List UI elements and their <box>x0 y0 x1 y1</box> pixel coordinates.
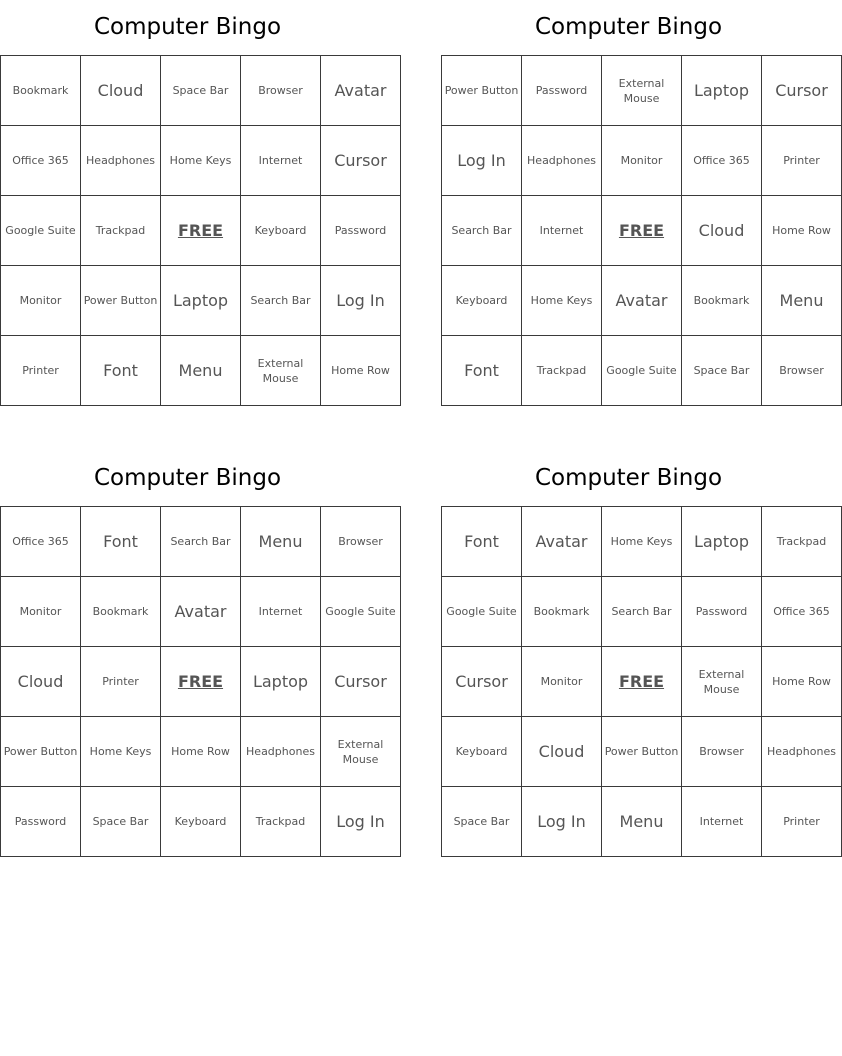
bingo-cell: Printer <box>81 647 161 717</box>
bingo-cell: Monitor <box>602 126 682 196</box>
bingo-cell: Laptop <box>241 647 321 717</box>
bingo-cell: Home Row <box>161 717 241 787</box>
bingo-cell: Internet <box>522 196 602 266</box>
grid-row <box>442 787 842 857</box>
bingo-cell: Log In <box>522 787 602 857</box>
bingo-cell: External Mouse <box>602 56 682 126</box>
bingo-cell: Google Suite <box>602 336 682 406</box>
bingo-cell: Avatar <box>161 577 241 647</box>
bingo-cell: Browser <box>682 717 762 787</box>
grid-row <box>442 56 842 126</box>
bingo-cell: Trackpad <box>762 507 842 577</box>
bingo-cell: Space Bar <box>81 787 161 857</box>
bingo-cell: Avatar <box>321 56 401 126</box>
bingo-grid <box>0 506 401 857</box>
bingo-cell: Keyboard <box>161 787 241 857</box>
bingo-cell: Avatar <box>522 507 602 577</box>
grid-row <box>1 56 401 126</box>
bingo-cell: Office 365 <box>1 507 81 577</box>
bingo-cell: Google Suite <box>321 577 401 647</box>
grid-row <box>442 507 842 577</box>
bingo-grid <box>441 506 842 857</box>
bingo-cell: Laptop <box>682 56 762 126</box>
grid-row <box>442 577 842 647</box>
bingo-cell: Search Bar <box>161 507 241 577</box>
bingo-cell: Power Button <box>1 717 81 787</box>
bingo-cell: Keyboard <box>241 196 321 266</box>
bingo-cell: External Mouse <box>321 717 401 787</box>
bingo-cell: Printer <box>1 336 81 406</box>
bingo-cell: Search Bar <box>241 266 321 336</box>
grid-row <box>442 266 842 336</box>
bingo-cell: Cursor <box>762 56 842 126</box>
bingo-cell: Menu <box>762 266 842 336</box>
free-cell: FREE <box>602 196 682 266</box>
bingo-cell: External Mouse <box>682 647 762 717</box>
bingo-cell: Log In <box>321 266 401 336</box>
bingo-cell: Power Button <box>442 56 522 126</box>
card-title: Computer Bingo <box>93 465 282 491</box>
bingo-cell: Avatar <box>602 266 682 336</box>
card-title: Computer Bingo <box>534 14 723 40</box>
bingo-cell: Cloud <box>682 196 762 266</box>
bingo-cell: Internet <box>241 126 321 196</box>
bingo-cell: Cursor <box>321 126 401 196</box>
bingo-cell: Browser <box>762 336 842 406</box>
bingo-cell: Bookmark <box>1 56 81 126</box>
bingo-cell: Home Row <box>762 647 842 717</box>
bingo-cell: Laptop <box>682 507 762 577</box>
bingo-cell: Printer <box>762 126 842 196</box>
bingo-cell: Monitor <box>522 647 602 717</box>
bingo-cell: Cloud <box>1 647 81 717</box>
bingo-cell: Monitor <box>1 266 81 336</box>
grid-row <box>442 196 842 266</box>
bingo-cell: Browser <box>321 507 401 577</box>
grid-row <box>1 336 401 406</box>
bingo-cell: Office 365 <box>682 126 762 196</box>
bingo-cell: Bookmark <box>522 577 602 647</box>
bingo-cell: Google Suite <box>442 577 522 647</box>
bingo-cell: Internet <box>682 787 762 857</box>
bingo-cell: Browser <box>241 56 321 126</box>
bingo-cell: Password <box>321 196 401 266</box>
grid-row <box>442 717 842 787</box>
bingo-cell: Menu <box>602 787 682 857</box>
bingo-cell: Bookmark <box>81 577 161 647</box>
bingo-cell: Cursor <box>321 647 401 717</box>
bingo-cell: Office 365 <box>762 577 842 647</box>
grid-row <box>442 336 842 406</box>
bingo-grid <box>0 55 401 406</box>
bingo-cell: Font <box>81 336 161 406</box>
grid-row <box>1 787 401 857</box>
bingo-cell: Printer <box>762 787 842 857</box>
bingo-cell: Home Keys <box>522 266 602 336</box>
bingo-cell: Power Button <box>602 717 682 787</box>
free-cell: FREE <box>161 196 241 266</box>
grid-row <box>442 126 842 196</box>
bingo-cell: Google Suite <box>1 196 81 266</box>
bingo-cell: Trackpad <box>241 787 321 857</box>
bingo-cell: Headphones <box>762 717 842 787</box>
bingo-cell: Password <box>682 577 762 647</box>
bingo-cell: Monitor <box>1 577 81 647</box>
grid-row <box>1 196 401 266</box>
bingo-cell: Internet <box>241 577 321 647</box>
free-cell: FREE <box>161 647 241 717</box>
bingo-cell: Headphones <box>81 126 161 196</box>
bingo-cell: Search Bar <box>442 196 522 266</box>
grid-row <box>1 717 401 787</box>
card-title: Computer Bingo <box>93 14 282 40</box>
bingo-cell: Bookmark <box>682 266 762 336</box>
bingo-cell: Password <box>1 787 81 857</box>
grid-row <box>442 647 842 717</box>
bingo-cell: Menu <box>241 507 321 577</box>
bingo-cell: Password <box>522 56 602 126</box>
bingo-cell: Space Bar <box>442 787 522 857</box>
bingo-cell: Log In <box>321 787 401 857</box>
bingo-cell: Keyboard <box>442 717 522 787</box>
bingo-cell: Trackpad <box>522 336 602 406</box>
bingo-cell: Home Row <box>321 336 401 406</box>
bingo-cell: Headphones <box>241 717 321 787</box>
bingo-cell: Search Bar <box>602 577 682 647</box>
grid-row <box>1 507 401 577</box>
bingo-cell: Space Bar <box>682 336 762 406</box>
bingo-cell: Laptop <box>161 266 241 336</box>
free-cell: FREE <box>602 647 682 717</box>
bingo-cell: Headphones <box>522 126 602 196</box>
bingo-cell: Home Keys <box>81 717 161 787</box>
grid-row <box>1 647 401 717</box>
bingo-cell: Font <box>81 507 161 577</box>
bingo-cell: External Mouse <box>241 336 321 406</box>
bingo-cell: Font <box>442 336 522 406</box>
bingo-cell: Home Keys <box>602 507 682 577</box>
card-title: Computer Bingo <box>534 465 723 491</box>
bingo-cell: Cloud <box>522 717 602 787</box>
bingo-cell: Log In <box>442 126 522 196</box>
grid-row <box>1 126 401 196</box>
bingo-cell: Cloud <box>81 56 161 126</box>
bingo-cell: Office 365 <box>1 126 81 196</box>
bingo-cell: Keyboard <box>442 266 522 336</box>
bingo-grid <box>441 55 842 406</box>
bingo-cell: Trackpad <box>81 196 161 266</box>
bingo-cell: Font <box>442 507 522 577</box>
bingo-cell: Space Bar <box>161 56 241 126</box>
grid-row <box>1 577 401 647</box>
bingo-cell: Menu <box>161 336 241 406</box>
bingo-cell: Power Button <box>81 266 161 336</box>
bingo-cell: Cursor <box>442 647 522 717</box>
bingo-cell: Home Keys <box>161 126 241 196</box>
bingo-cell: Home Row <box>762 196 842 266</box>
grid-row <box>1 266 401 336</box>
